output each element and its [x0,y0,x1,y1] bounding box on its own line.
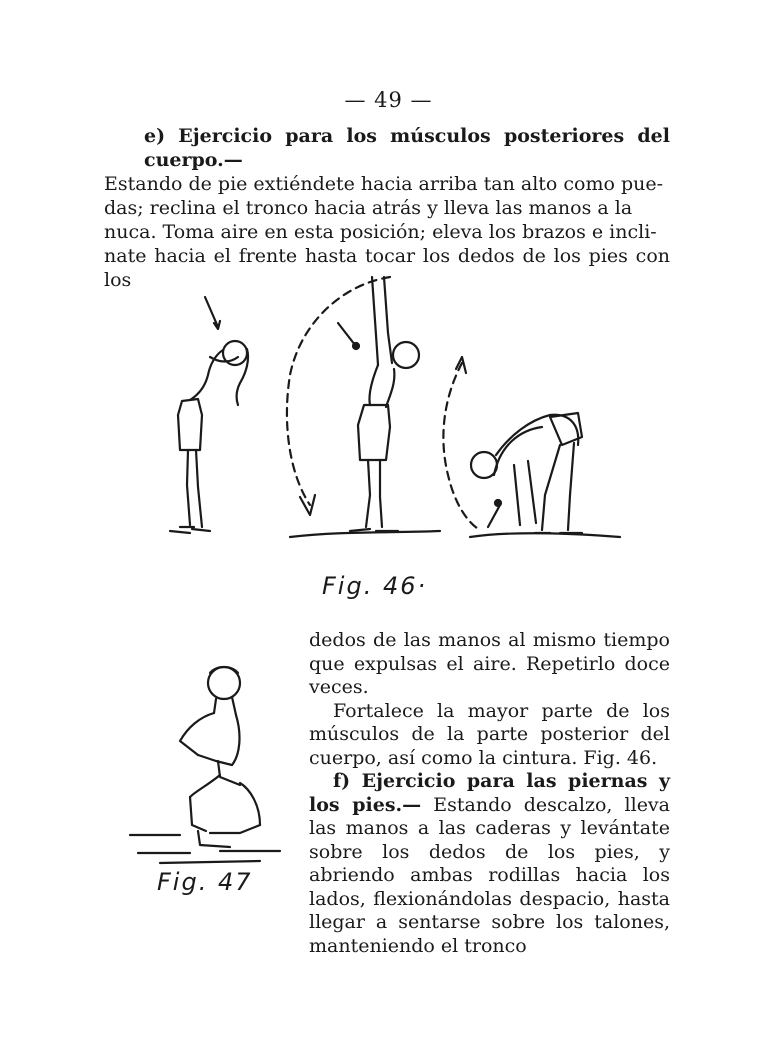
figure-46-illustration [150,265,630,615]
exercise-e-line: nate hacia el frente hasta tocar los dedos de los pies con los [104,245,670,291]
continuation-paragraph: dedos de las manos al mismo tiempo que expulsas el aire. Repetirlo doce veces. [309,629,670,698]
exercise-e-line: nuca. Toma aire en esta posición; eleva los brazos e incli- [104,221,657,243]
page-number: — 49 — [344,88,433,112]
exercise-e-heading: e) Ejercicio para los músculos posteriores del cuerpo.— [144,125,670,171]
figure-bending-forward [470,413,620,537]
exercise-f-paragraph [309,770,670,958]
motion-arc-right [443,363,480,530]
figure-arms-raised [290,277,440,537]
figure-47-caption: Fig. 47 [157,868,253,896]
exercise-e-line: das; reclina el tronco hacia atrás y lleva las manos a la [104,197,633,219]
exercise-f-body: Estando descalzo, lleva las manos a las caderas y levántate sobre los dedos de los pies, y abriendo ambas rodillas hacia los lados, flexionándolas despacio, hasta llegar a sentarse sobre los talones, manteniendo el tronco [309,793,670,957]
figure-46-caption: Fig. 46· [322,572,428,600]
effect-paragraph: Fortalece la mayor parte de los músculos de la parte posterior del cuerpo, así como la cintura. Fig. 46. [309,699,670,769]
exercise-f-heading: f) Ejercicio para las piernas y los pies.— [309,770,670,816]
right-column-text [309,629,670,958]
figure-leaning-back [170,297,248,533]
exercise-e-line: Estando de pie extiéndete hacia arriba tan alto como pue- [104,173,664,195]
